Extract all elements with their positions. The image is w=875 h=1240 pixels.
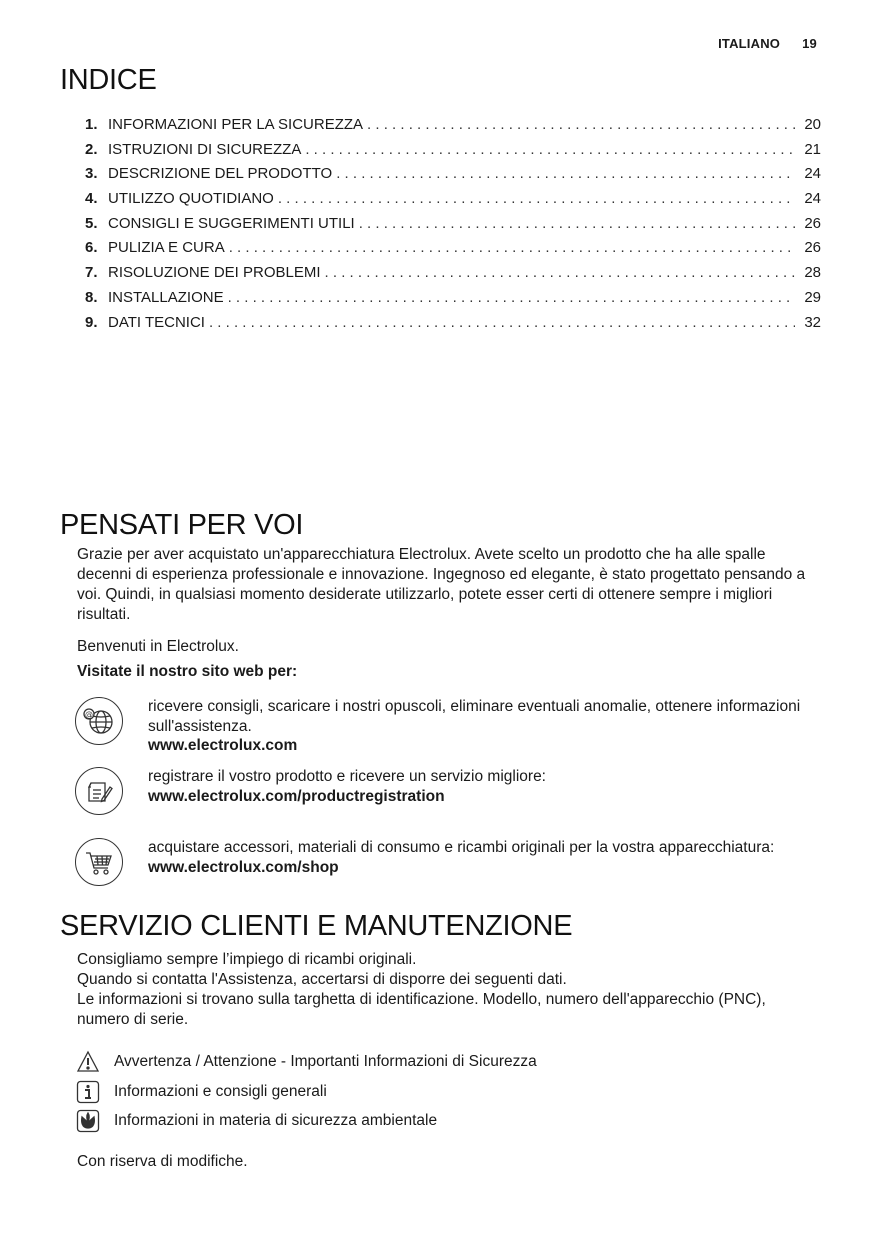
toc-item-page: 21 [804, 140, 821, 158]
language-label: ITALIANO [718, 36, 781, 51]
web-item-link[interactable]: www.electrolux.com/productregistration [148, 787, 445, 805]
welcome-text: Benvenuti in Electrolux. [77, 638, 239, 655]
toc-item-number: 9. [85, 313, 98, 331]
toc-item[interactable] [85, 165, 821, 190]
toc-item-page: 24 [804, 190, 821, 208]
toc-item-number: 1. [85, 116, 98, 133]
toc-leader-dots [229, 239, 795, 256]
toc-item-page: 28 [804, 264, 821, 282]
toc-item-number: 8. [85, 288, 98, 306]
toc-item-number: 7. [85, 264, 98, 282]
toc-item[interactable] [85, 141, 821, 166]
page-header [718, 36, 817, 51]
toc-item-number: 4. [85, 190, 98, 208]
visit-label: Visitate il nostro sito web per: [77, 663, 298, 680]
table-of-contents [85, 116, 821, 338]
toc-item-page: 20 [804, 116, 821, 133]
service-line: Consigliamo sempre l’impiego di ricambi originali. [77, 951, 417, 968]
web-item-text: acquistare accessori, materiali di consumo e ricambi originali per la vostra apparecchiatura: [148, 839, 775, 856]
toc-item-number: 5. [85, 214, 98, 232]
toc-item[interactable] [85, 289, 821, 314]
svg-text:@: @ [85, 710, 93, 719]
toc-leader-dots [325, 264, 795, 281]
toc-item-title: UTILIZZO QUOTIDIANO [108, 190, 274, 208]
service-line: Quando si contatta l'Assistenza, accertarsi di disporre dei seguenti dati. [77, 971, 567, 988]
legend-label: Avvertenza / Attenzione - Importanti Informazioni di Sicurezza [114, 1053, 537, 1070]
toc-leader-dots [305, 141, 795, 158]
toc-item-title: DATI TECNICI [108, 313, 205, 331]
toc-item-title: INSTALLAZIONE [108, 288, 224, 306]
environment-icon [76, 1109, 100, 1133]
toc-item[interactable] [85, 264, 821, 289]
toc-item-number: 2. [85, 140, 98, 158]
web-item-text: ricevere consigli, scaricare i nostri opuscoli, eliminare eventuali anomalie, ottenere informazioni sull'assistenza. [148, 698, 801, 735]
toc-item[interactable] [85, 314, 821, 339]
web-item-text: registrare il vostro prodotto e ricevere un servizio migliore: [148, 768, 546, 785]
toc-item-title: DESCRIZIONE DEL PRODOTTO [108, 165, 333, 183]
toc-item-title: PULIZIA E CURA [108, 239, 225, 257]
toc-item[interactable] [85, 116, 821, 141]
warning-icon [76, 1050, 100, 1074]
toc-item-page: 26 [804, 214, 821, 232]
toc-item-page: 26 [804, 239, 821, 257]
web-item-link[interactable]: www.electrolux.com/shop [148, 858, 339, 876]
toc-leader-dots [209, 314, 795, 331]
toc-item[interactable] [85, 190, 821, 215]
toc-item-title: ISTRUZIONI DI SICUREZZA [108, 140, 302, 158]
toc-title: INDICE [60, 64, 157, 96]
section-title-servizio: SERVIZIO CLIENTI E MANUTENZIONE [60, 910, 573, 942]
toc-item-title: RISOLUZIONE DEI PROBLEMI [108, 264, 321, 282]
toc-item-title: INFORMAZIONI PER LA SICUREZZA [108, 116, 364, 133]
shopping-cart-icon [75, 838, 123, 886]
registration-icon [75, 767, 123, 815]
page-number: 19 [802, 36, 817, 51]
web-item-link[interactable]: www.electrolux.com [148, 737, 298, 754]
toc-item-number: 6. [85, 239, 98, 257]
toc-item-page: 32 [804, 313, 821, 331]
toc-leader-dots [359, 215, 795, 232]
toc-leader-dots [228, 289, 795, 306]
toc-item[interactable] [85, 239, 821, 264]
footer-note: Con riserva di modifiche. [77, 1153, 248, 1170]
toc-item[interactable] [85, 215, 821, 240]
toc-leader-dots [336, 165, 795, 182]
info-icon [76, 1080, 100, 1104]
section-title-pensati: PENSATI PER VOI [60, 509, 304, 541]
legend-label: Informazioni in materia di sicurezza ambientale [114, 1112, 438, 1129]
toc-item-page: 24 [804, 165, 821, 183]
service-line: Le informazioni si trovano sulla targhetta di identificazione. Modello, numero dell'apparecchio (PNC), numero di serie. [77, 991, 766, 1028]
toc-item-number: 3. [85, 165, 98, 183]
intro-paragraph: Grazie per aver acquistato un'apparecchiatura Electrolux. Avete scelto un prodotto che ha alle spalle decenni di esperienza professionale e innovazione. Ingegnoso ed elegante, è stato progettato pensando a voi. Quindi, in qualsiasi momento desiderate utilizzarlo, potete esser certi di ottenere sempre i migliori risultati. [77, 546, 806, 623]
service-text [77, 950, 817, 1030]
toc-item-title: CONSIGLI E SUGGERIMENTI UTILI [108, 214, 355, 232]
toc-item-page: 29 [804, 288, 821, 306]
toc-leader-dots [278, 190, 795, 207]
legend-label: Informazioni e consigli generali [114, 1083, 327, 1100]
globe-icon [75, 697, 123, 745]
toc-leader-dots [367, 116, 795, 133]
